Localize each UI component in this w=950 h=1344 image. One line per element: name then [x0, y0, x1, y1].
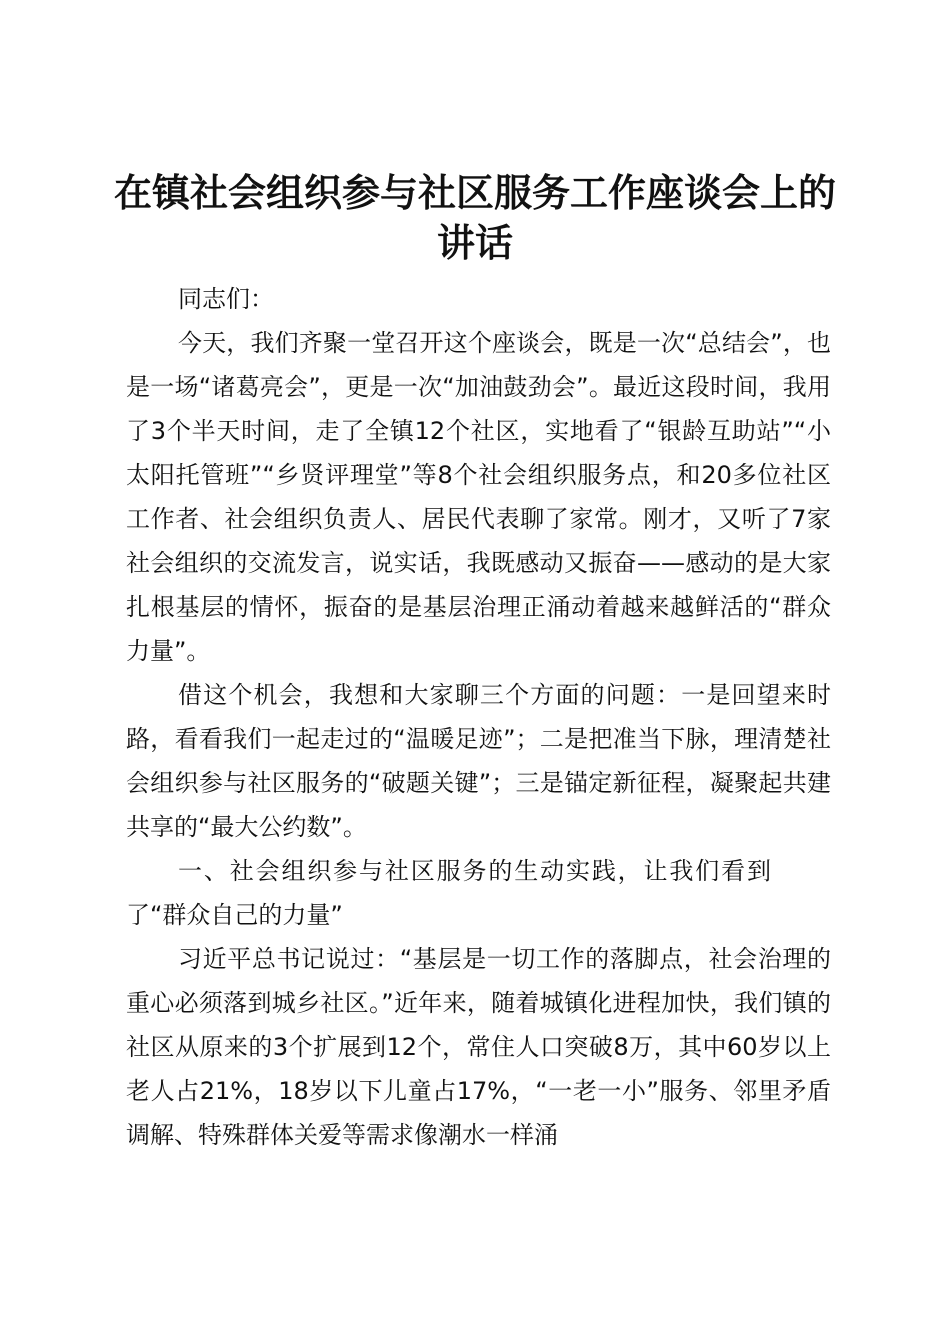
salutation: 同志们： [178, 285, 274, 313]
paragraph-opening: 今天，我们齐聚一堂召开这个座谈会，既是一次“总结会”，也是一场“诸葛亮会”，更是一次“加油鼓劲会”。最近这段时间，我用了3个半天时间，走了全镇12个社区，实地看了“银龄互助站”“小太阳托管班”“乡贤评理堂”等8个社会组织服务点，和20多位社区工作者、社会组织负责人、居民代表聊了家常。刚才，又听了7家社会组织的交流发言，说实话，我既感动又振奋——感动的是大家扎根基层的情怀，振奋的是基层治理正涌动着越来越鲜活的“群众力量”。 [126, 329, 831, 665]
document-body [126, 277, 831, 1157]
paragraph-outline: 借这个机会，我想和大家聊三个方面的问题：一是回望来时路，看看我们一起走过的“温暖足迹”；二是把准当下脉，理清楚社会组织参与社区服务的“破题关键”；三是锚定新征程，凝聚起共建共享的“最大公约数”。 [126, 681, 831, 841]
section-heading-1: 一、社会组织参与社区服务的生动实践，让我们看到了“群众自己的力量” [126, 857, 771, 929]
section-1-paragraph: 习近平总书记说过：“基层是一切工作的落脚点，社会治理的重心必须落到城乡社区。”近年来，随着城镇化进程加快，我们镇的社区从原来的3个扩展到12个，常住人口突破8万，其中60岁以上老人占21%，18岁以下儿童占17%，“一老一小”服务、邻里矛盾调解、特殊群体关爱等需求像潮水一样涌 [126, 945, 831, 1149]
document-title: 在镇社会组织参与社区服务工作座谈会上的讲话 [113, 171, 836, 265]
